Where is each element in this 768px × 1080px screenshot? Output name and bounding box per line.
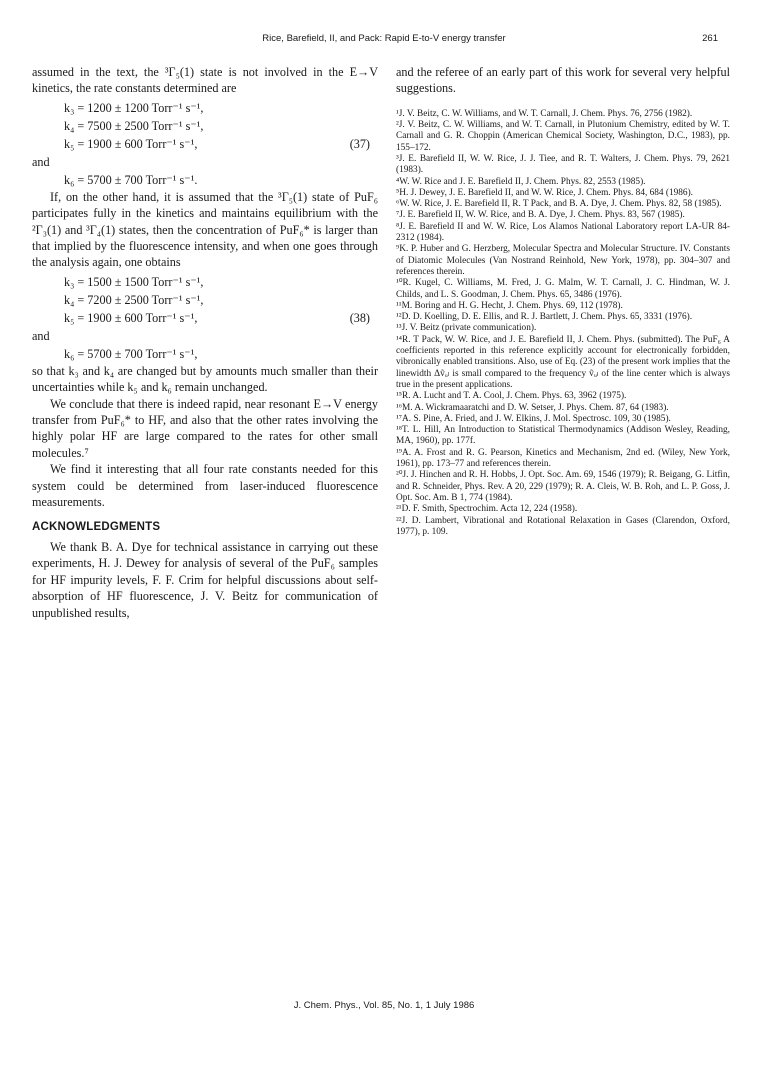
reference-item: ²¹D. F. Smith, Spectrochim. Acta 12, 224 (1958). — [396, 504, 578, 515]
page-footer: J. Chem. Phys., Vol. 85, No. 1, 1 July 1986 — [293, 1000, 475, 1011]
paragraph: If, on the other hand, it is assumed that the ³Γ₅(1) state of PuF₆ participates fully in the kinetics and maintains equilibrium with the ²Γ₃(1) and ³Γ₄(1) states, then the concentration of PuF₆* is larger than that implied by the fluorescence intensity, and when one goes through the analysis again, one obtains — [32, 189, 378, 270]
reference-item: ¹⁴R. T Pack, W. W. Rice, and J. E. Barefield II, J. Chem. Phys. (submitted). The PuF₆ A coefficients reported in this reference explicitly account for electronically forbidden, vibronically enabled transitions. Also, use of Eq. (23) of the present work implies that the linewidth Δṽᵤₗ is small compared to the frequency ṽᵤₗ of the line center which is always true in the present applications. — [396, 334, 730, 390]
equation-text: k₆ = 5700 ± 700 Torr⁻¹ s⁻¹. — [64, 172, 198, 187]
reference-item: ¹J. V. Beitz, C. W. Williams, and W. T. Carnall, J. Chem. Phys. 76, 2756 (1982). — [396, 108, 693, 119]
section-heading: ACKNOWLEDGMENTS — [32, 520, 161, 533]
reference-item: ⁹K. P. Huber and G. Herzberg, Molecular Spectra and Molecular Structure. IV. Constants of Diatomic Molecules (Van Nostrand Reinhold, New York, 1978), pp. 304–307 and references therein. — [396, 244, 730, 277]
reference-item: ⁵H. J. Dewey, J. E. Barefield II, and W. W. Rice, J. Chem. Phys. 84, 684 (1986). — [396, 187, 694, 198]
paragraph: assumed in the text, the ³Γ₅(1) state is not involved in the E→V kinetics, the rate constants determined are — [32, 65, 378, 96]
right-column — [396, 64, 730, 538]
reference-item: ¹⁹A. A. Frost and R. G. Pearson, Kinetics and Mechanism, 2nd ed. (Wiley, New York, 1961), pp. 173–77 and references therein. — [396, 447, 730, 470]
equation-text: k₅ = 1900 ± 600 Torr⁻¹ s⁻¹, — [64, 136, 198, 151]
equation — [32, 171, 378, 189]
reference-list — [396, 109, 730, 538]
equation-text: k₆ = 5700 ± 700 Torr⁻¹ s⁻¹, — [64, 346, 198, 361]
equation — [32, 345, 378, 363]
equation — [32, 135, 378, 153]
reference-item: ¹³J. V. Beitz (private communication). — [396, 323, 537, 334]
reference-item: ⁶W. W. Rice, J. E. Barefield II, R. T Pack, and B. A. Dye, J. Chem. Phys. 82, 58 (1985). — [396, 199, 722, 210]
acknowledgments-continued: and the referee of an early part of this work for several very helpful suggestions. — [396, 65, 730, 96]
connector-text: and — [32, 328, 50, 343]
paragraph: We conclude that there is indeed rapid, near resonant E→V energy transfer from PuF₆* to HF, and also that the other rates involving the highly polar HF are large compared to the rates for other small molecules.⁷ — [32, 396, 378, 460]
reference-item: ¹⁰R. Kugel, C. Williams, M. Fred, J. G. Malm, W. T. Carnall, J. C. Hindman, W. J. Childs, and L. S. Goodman, J. Chem. Phys. 65, 3486 (1976). — [396, 278, 730, 300]
paragraph: We find it interesting that all four rate constants needed for this system could be determined from laser-induced fluorescence measurements. — [32, 462, 378, 510]
equation — [32, 117, 378, 135]
reference-item: ⁴W. W. Rice and J. E. Barefield II, J. Chem. Phys. 82, 2553 (1985). — [396, 176, 646, 187]
reference-item: ¹²D. D. Koelling, D. E. Ellis, and R. J. Bartlett, J. Chem. Phys. 65, 3331 (1976). — [396, 312, 693, 323]
equation — [32, 273, 378, 291]
equation-text: k₄ = 7500 ± 2500 Torr⁻¹ s⁻¹, — [64, 118, 204, 133]
equation-text: k₃ = 1200 ± 1200 Torr⁻¹ s⁻¹, — [64, 100, 204, 115]
page-number: 261 — [702, 33, 718, 44]
reference-item: ¹¹M. Boring and H. G. Hecht, J. Chem. Phys. 69, 112 (1978). — [396, 300, 623, 311]
equation-number: (37) — [349, 136, 370, 151]
connector-text: and — [32, 154, 50, 169]
reference-item: ²⁰J. J. Hinchen and R. H. Hobbs, J. Opt. Soc. Am. 69, 1546 (1979); R. Beigang, G. Litfin, and R. Schneider, Phys. Rev. A 20, 229 (1979); R. A. Cleis, W. B. Roh, and L. P. Goss, J. Opt. Soc. Am. B 1, 774 (1984). — [396, 470, 730, 503]
reference-item: ³J. E. Barefield II, W. W. Rice, J. J. Tiee, and R. T. Walters, J. Chem. Phys. 79, 2621 (1983). — [396, 154, 730, 176]
acknowledgments-text: We thank B. A. Dye for technical assistance in carrying out these experiments, H. J. Dewey for analysis of several of the PuF₆ samples for HF impurity levels, F. F. Crim for helpful discussions about self-absorption of HF fluorescence, J. V. Beitz for communication of unpublished results, — [32, 539, 378, 620]
reference-item: ²²J. D. Lambert, Vibrational and Rotational Relaxation in Gases (Clarendon, Oxford, 1977), p. 109. — [396, 515, 730, 537]
equation — [32, 99, 378, 117]
running-title: Rice, Barefield, II, and Pack: Rapid E-to-V energy transfer — [262, 33, 506, 44]
equation — [32, 291, 378, 309]
equation — [32, 309, 378, 327]
reference-item: ¹⁵R. A. Lucht and T. A. Cool, J. Chem. Phys. 63, 3962 (1975). — [396, 391, 627, 402]
reference-item: ¹⁷A. S. Pine, A. Fried, and J. W. Elkins, J. Mol. Spectrosc. 109, 30 (1985). — [396, 413, 671, 424]
equation-text: k₅ = 1900 ± 600 Torr⁻¹ s⁻¹, — [64, 310, 198, 325]
reference-item: ²J. V. Beitz, C. W. Williams, and W. T. Carnall, in Plutonium Chemistry, edited by W. T. Carnall and G. R. Choppin (American Chemical Society, Washington, D.C., 1983), pp. 155–172. — [396, 120, 730, 153]
equation-number: (38) — [349, 310, 370, 325]
equation-text: k₄ = 7200 ± 2500 Torr⁻¹ s⁻¹, — [64, 292, 204, 307]
paragraph: so that k₃ and k₄ are changed but by amounts much smaller than their uncertainties while k₅ and k₆ remain unchanged. — [32, 363, 378, 395]
reference-item: ⁷J. E. Barefield II, W. W. Rice, and B. A. Dye, J. Chem. Phys. 83, 567 (1985). — [396, 210, 685, 221]
reference-item: ¹⁸T. L. Hill, An Introduction to Statistical Thermodynamics (Addison Wesley, Reading, MA, 1960), pp. 177f. — [396, 425, 730, 447]
reference-item: ¹⁶M. A. Wickramaaratchi and D. W. Setser, J. Phys. Chem. 87, 64 (1983). — [396, 402, 669, 413]
page-header — [0, 33, 768, 47]
left-column — [32, 64, 378, 621]
equation-text: k₃ = 1500 ± 1500 Torr⁻¹ s⁻¹, — [64, 274, 204, 289]
equation-set-37 — [32, 99, 378, 153]
equation-set-38 — [32, 273, 378, 327]
reference-item: ⁸J. E. Barefield II and W. W. Rice, Los Alamos National Laboratory report LA-UR 84-2312 (1984). — [396, 221, 730, 244]
